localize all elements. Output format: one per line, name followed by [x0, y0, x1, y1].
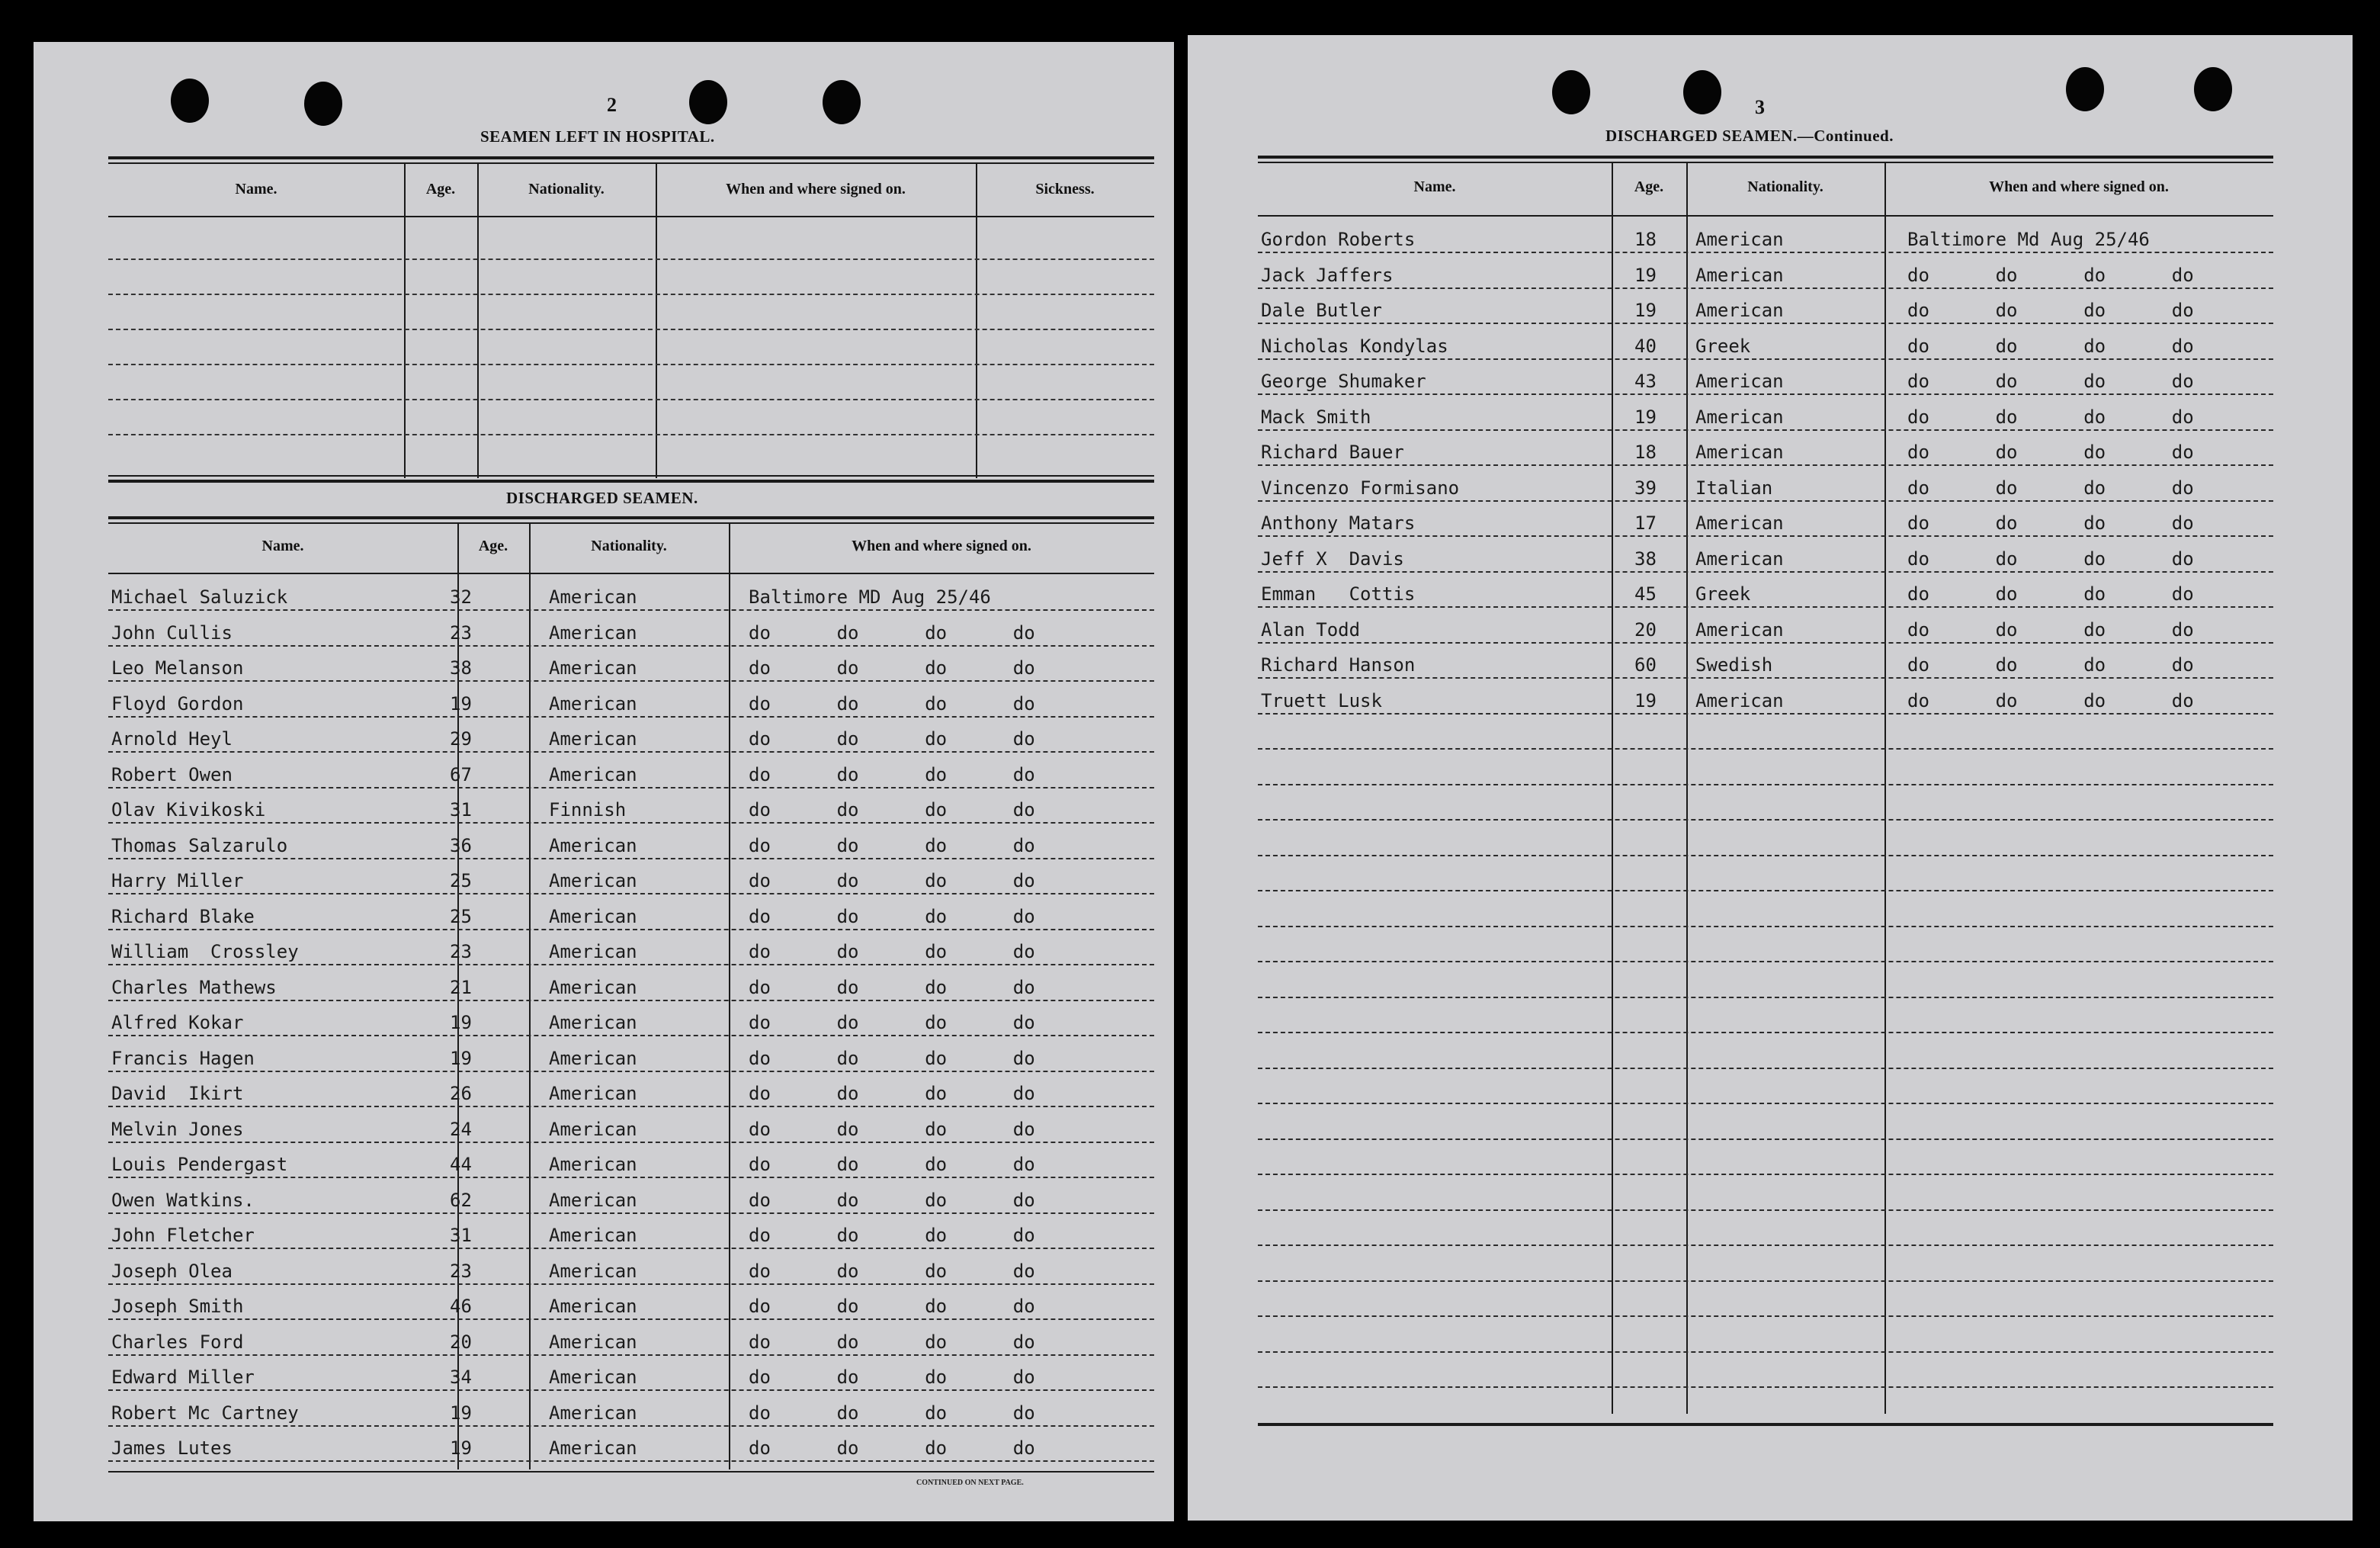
seaman-age: 19 — [450, 1402, 472, 1424]
seaman-signed-on: do do do do — [749, 657, 1035, 679]
seaman-name: Richard Bauer — [1261, 442, 1404, 463]
seaman-signed-on: do do do do — [1907, 512, 2194, 534]
seaman-nationality: American — [1695, 406, 1784, 428]
table-row — [108, 966, 1154, 1001]
seaman-name: Alan Todd — [1261, 618, 1361, 641]
seaman-signed-on: do do do do — [749, 621, 1035, 644]
table-row — [108, 682, 1154, 718]
seaman-age: 26 — [450, 1083, 472, 1104]
seaman-signed-on: do do do do — [749, 1047, 1035, 1069]
seaman-name: David Ikirt — [111, 1083, 244, 1104]
seaman-signed-on: do do do do — [1907, 548, 2194, 570]
seaman-age: 34 — [450, 1367, 472, 1388]
seaman-nationality: American — [549, 621, 637, 644]
seaman-name: Emman Cottis — [1261, 583, 1416, 605]
seaman-age: 46 — [450, 1296, 472, 1317]
seaman-age: 43 — [1634, 371, 1657, 392]
seaman-signed-on: do do do do — [749, 1437, 1035, 1459]
seaman-signed-on: do do do do — [1907, 583, 2194, 605]
seaman-name: Joseph Olea — [111, 1260, 233, 1282]
seaman-nationality: American — [549, 1012, 637, 1033]
table-row — [1258, 1318, 2273, 1353]
seaman-age: 45 — [1634, 583, 1657, 605]
seaman-name: Gordon Roberts — [1261, 229, 1416, 250]
left-page — [34, 42, 1174, 1521]
discharged-header-age: Age. — [478, 538, 508, 554]
table-row — [108, 1001, 1154, 1036]
table-row — [108, 1250, 1154, 1285]
table-row — [108, 753, 1154, 788]
seaman-name: Melvin Jones — [111, 1118, 244, 1140]
seaman-age: 19 — [450, 1047, 472, 1069]
seaman-nationality: American — [1695, 442, 1784, 463]
seaman-signed-on: do do do do — [749, 728, 1035, 750]
seaman-nationality: Finnish — [549, 799, 627, 821]
seaman-age: 19 — [450, 692, 472, 715]
table-row — [1258, 1105, 2273, 1140]
seaman-name: James Lutes — [111, 1437, 233, 1459]
table-row — [108, 1037, 1154, 1072]
page-number: 2 — [607, 94, 617, 116]
seaman-nationality: American — [549, 1047, 637, 1069]
discharged-header-nationality: Nationality. — [591, 538, 667, 554]
seaman-signed-on: do do do do — [749, 834, 1035, 856]
seaman-age: 18 — [1634, 442, 1657, 463]
right-page — [1188, 35, 2353, 1521]
seaman-age: 18 — [1634, 229, 1657, 250]
table-row — [1258, 360, 2273, 395]
seaman-age: 19 — [450, 1012, 472, 1033]
seaman-nationality: American — [549, 1260, 637, 1282]
seaman-name: Dale Butler — [1261, 300, 1382, 321]
seaman-nationality: Greek — [1695, 583, 1751, 605]
seaman-age: 19 — [1634, 264, 1657, 286]
seaman-name: Truett Lusk — [1261, 689, 1382, 711]
seaman-age: 20 — [1634, 618, 1657, 641]
table-row — [1258, 785, 2273, 821]
seaman-nationality: American — [549, 941, 637, 962]
seaman-name: Olav Kivikoski — [111, 799, 266, 821]
seaman-signed-on: do do do do — [1907, 371, 2194, 392]
punch-hole — [1683, 70, 1721, 114]
table-row — [1258, 856, 2273, 891]
seaman-signed-on: do do do do — [1907, 442, 2194, 463]
punch-hole — [1552, 70, 1590, 114]
seaman-nationality: American — [1695, 264, 1784, 286]
table-row — [1258, 821, 2273, 856]
punch-hole — [171, 79, 209, 123]
seaman-signed-on: do do do do — [749, 1189, 1035, 1211]
seaman-age: 19 — [450, 1437, 472, 1459]
table-row — [1258, 1140, 2273, 1175]
seaman-name: Nicholas Kondylas — [1261, 335, 1448, 357]
table-row — [108, 718, 1154, 753]
seaman-signed-on: do do do do — [749, 1118, 1035, 1140]
seaman-nationality: American — [1695, 512, 1784, 534]
seaman-signed-on: do do do do — [749, 1296, 1035, 1317]
seaman-nationality: American — [1695, 548, 1784, 570]
seaman-signed-on: do do do do — [749, 1260, 1035, 1282]
seaman-nationality: American — [549, 1296, 637, 1317]
seaman-name: Charles Ford — [111, 1331, 244, 1353]
seaman-name: Robert Mc Cartney — [111, 1402, 299, 1424]
table-row — [1258, 892, 2273, 927]
table-row — [108, 576, 1154, 611]
seaman-nationality: American — [1695, 300, 1784, 321]
page-number: 3 — [1755, 96, 1765, 118]
table-row — [1258, 325, 2273, 360]
table-row — [1258, 1282, 2273, 1317]
seaman-age: 20 — [450, 1331, 472, 1353]
seaman-nationality: American — [549, 763, 637, 785]
seaman-signed-on: do do do do — [749, 870, 1035, 891]
seaman-signed-on: do do do do — [749, 692, 1035, 715]
seaman-name: Arnold Heyl — [111, 728, 233, 750]
seaman-age: 25 — [450, 870, 472, 891]
seaman-name: Michael Saluzick — [111, 586, 288, 608]
table-row — [1258, 502, 2273, 537]
seaman-signed-on: do do do do — [749, 1367, 1035, 1388]
table-row — [1258, 431, 2273, 466]
seaman-name: Francis Hagen — [111, 1047, 255, 1069]
seaman-nationality: American — [549, 1367, 637, 1388]
seaman-name: Louis Pendergast — [111, 1154, 288, 1175]
seaman-name: Joseph Smith — [111, 1296, 244, 1317]
seaman-name: Mack Smith — [1261, 406, 1371, 428]
seaman-signed-on: do do do do — [749, 799, 1035, 821]
seaman-name: Richard Hanson — [1261, 654, 1416, 676]
hospital-header-signed-on: When and where signed on. — [726, 181, 906, 198]
seaman-nationality: American — [549, 1331, 637, 1353]
seaman-signed-on: do do do do — [749, 941, 1035, 962]
seaman-nationality: American — [549, 834, 637, 856]
seaman-signed-on: do do do do — [749, 1225, 1035, 1246]
table-row — [1258, 927, 2273, 962]
seaman-nationality: American — [1695, 689, 1784, 711]
seaman-nationality: American — [549, 586, 637, 608]
table-row — [1258, 254, 2273, 289]
seaman-age: 19 — [1634, 300, 1657, 321]
seaman-age: 24 — [450, 1118, 472, 1140]
seaman-nationality: Italian — [1695, 477, 1773, 499]
seaman-name: Floyd Gordon — [111, 692, 244, 715]
punch-hole — [689, 80, 727, 124]
seaman-nationality: Swedish — [1695, 654, 1773, 676]
seaman-name: Jeff X Davis — [1261, 548, 1404, 570]
seaman-nationality: American — [1695, 371, 1784, 392]
seaman-age: 32 — [450, 586, 472, 608]
seaman-nationality: American — [549, 1437, 637, 1459]
seaman-age: 17 — [1634, 512, 1657, 534]
seaman-name: John Fletcher — [111, 1225, 255, 1246]
seaman-age: 23 — [450, 941, 472, 962]
seaman-age: 44 — [450, 1154, 472, 1175]
punch-hole — [304, 82, 342, 126]
hospital-header-nationality: Nationality. — [528, 181, 605, 198]
seaman-nationality: Greek — [1695, 335, 1751, 357]
seaman-name: John Cullis — [111, 621, 233, 644]
seaman-signed-on: do do do do — [749, 1154, 1035, 1175]
seaman-name: Harry Miller — [111, 870, 244, 891]
table-row — [1258, 1247, 2273, 1282]
hospital-header-name: Name. — [235, 181, 277, 198]
table-row — [1258, 644, 2273, 679]
seaman-age: 19 — [1634, 406, 1657, 428]
table-row — [108, 1392, 1154, 1427]
seaman-signed-on: do do do do — [749, 763, 1035, 785]
seaman-name: Vincenzo Formisano — [1261, 477, 1460, 499]
table-row — [1258, 750, 2273, 785]
seaman-nationality: American — [549, 1118, 637, 1140]
seaman-name: Jack Jaffers — [1261, 264, 1394, 286]
seaman-name: Owen Watkins. — [111, 1189, 255, 1211]
seaman-nationality: American — [549, 692, 637, 715]
table-row — [108, 647, 1154, 682]
seaman-name: Anthony Matars — [1261, 512, 1416, 534]
seaman-age: 19 — [1634, 689, 1657, 711]
table-row — [108, 1356, 1154, 1391]
seaman-name: Edward Miller — [111, 1367, 255, 1388]
table-row — [108, 1321, 1154, 1356]
seaman-nationality: American — [549, 905, 637, 927]
seaman-name: Thomas Salzarulo — [111, 834, 288, 856]
seaman-age: 40 — [1634, 335, 1657, 357]
table-row — [108, 930, 1154, 965]
seaman-signed-on: do do do do — [1907, 300, 2194, 321]
table-row — [108, 895, 1154, 930]
seaman-age: 60 — [1634, 654, 1657, 676]
table-row — [108, 1179, 1154, 1214]
table-row — [108, 1427, 1154, 1462]
seaman-signed-on: do do do do — [749, 1402, 1035, 1424]
table-row — [108, 1072, 1154, 1107]
table-row — [1258, 1034, 2273, 1069]
seaman-name: George Shumaker — [1261, 371, 1426, 392]
table-row — [108, 824, 1154, 859]
table-row — [108, 859, 1154, 894]
seaman-nationality: American — [549, 976, 637, 998]
seaman-signed-on: Baltimore MD Aug 25/46 — [749, 586, 991, 608]
hospital-header-age: Age. — [425, 181, 456, 198]
table-row — [1258, 679, 2273, 715]
table-row — [1258, 1176, 2273, 1211]
punch-hole — [2066, 67, 2104, 111]
seaman-age: 38 — [1634, 548, 1657, 570]
seaman-signed-on: do do do do — [749, 905, 1035, 927]
continued-header-nationality: Nationality. — [1747, 178, 1823, 195]
table-row — [1258, 396, 2273, 431]
seaman-age: 31 — [450, 799, 472, 821]
table-row — [108, 1143, 1154, 1178]
hospital-header-sickness: Sickness. — [1035, 181, 1095, 198]
seaman-age: 67 — [450, 763, 472, 785]
table-row — [1258, 1069, 2273, 1104]
seaman-signed-on: Baltimore Md Aug 25/46 — [1907, 229, 2150, 250]
punch-hole — [2194, 67, 2232, 111]
seaman-age: 62 — [450, 1189, 472, 1211]
table-row — [1258, 573, 2273, 608]
discharged-seamen-continued-list — [1258, 218, 2273, 1414]
table-row — [108, 612, 1154, 647]
seaman-name: Charles Mathews — [111, 976, 277, 998]
table-row — [108, 788, 1154, 824]
table-row — [1258, 998, 2273, 1033]
seaman-name: Robert Owen — [111, 763, 233, 785]
seaman-nationality: American — [1695, 229, 1784, 250]
seaman-age: 29 — [450, 728, 472, 750]
seaman-age: 39 — [1634, 477, 1657, 499]
seaman-signed-on: do do do do — [1907, 618, 2194, 641]
seaman-nationality: American — [549, 1402, 637, 1424]
seaman-name: Alfred Kokar — [111, 1012, 244, 1033]
seaman-nationality: American — [549, 1189, 637, 1211]
table-row — [1258, 1211, 2273, 1246]
seaman-nationality: American — [549, 1225, 637, 1246]
seaman-age: 25 — [450, 905, 472, 927]
seaman-age: 36 — [450, 834, 472, 856]
table-row — [1258, 467, 2273, 502]
discharged-section-title: DISCHARGED SEAMEN. — [506, 489, 698, 507]
continued-header-name: Name. — [1413, 178, 1456, 195]
seaman-nationality: American — [549, 1154, 637, 1175]
continued-section-title: DISCHARGED SEAMEN.—Continued. — [1605, 127, 1894, 145]
seaman-age: 23 — [450, 1260, 472, 1282]
table-row — [108, 1108, 1154, 1143]
seaman-nationality: American — [549, 657, 637, 679]
seaman-age: 38 — [450, 657, 472, 679]
seaman-name: Leo Melanson — [111, 657, 244, 679]
table-row — [1258, 289, 2273, 324]
continued-header-age: Age. — [1634, 178, 1664, 195]
seaman-nationality: American — [549, 870, 637, 891]
seaman-age: 31 — [450, 1225, 472, 1246]
table-row — [108, 1285, 1154, 1320]
table-row — [1258, 963, 2273, 998]
continued-note: CONTINUED ON NEXT PAGE. — [916, 1479, 1024, 1487]
seaman-signed-on: do do do do — [1907, 654, 2194, 676]
discharged-header-name: Name. — [261, 538, 304, 554]
seaman-signed-on: do do do do — [1907, 264, 2194, 286]
continued-header-signed-on: When and where signed on. — [1989, 178, 2169, 195]
seaman-signed-on: do do do do — [1907, 477, 2194, 499]
table-row — [1258, 1353, 2273, 1388]
seaman-age: 21 — [450, 976, 472, 998]
seaman-nationality: American — [1695, 618, 1784, 641]
seaman-signed-on: do do do do — [749, 1012, 1035, 1033]
table-row — [1258, 715, 2273, 750]
seaman-age: 23 — [450, 621, 472, 644]
seaman-signed-on: do do do do — [1907, 335, 2194, 357]
seaman-nationality: American — [549, 728, 637, 750]
seaman-signed-on: do do do do — [1907, 689, 2194, 711]
seaman-nationality: American — [549, 1083, 637, 1104]
seaman-name: Richard Blake — [111, 905, 255, 927]
seaman-signed-on: do do do do — [749, 1083, 1035, 1104]
hospital-section-title: SEAMEN LEFT IN HOSPITAL. — [480, 127, 715, 146]
punch-hole — [823, 80, 861, 124]
seaman-name: William Crossley — [111, 941, 299, 962]
seaman-signed-on: do do do do — [1907, 406, 2194, 428]
discharged-header-signed-on: When and where signed on. — [852, 538, 1031, 554]
table-row — [1258, 218, 2273, 253]
discharged-seamen-list — [108, 576, 1154, 1469]
table-row — [108, 1214, 1154, 1249]
table-row — [1258, 538, 2273, 573]
seaman-signed-on: do do do do — [749, 976, 1035, 998]
seaman-signed-on: do do do do — [749, 1331, 1035, 1353]
table-row — [1258, 609, 2273, 644]
